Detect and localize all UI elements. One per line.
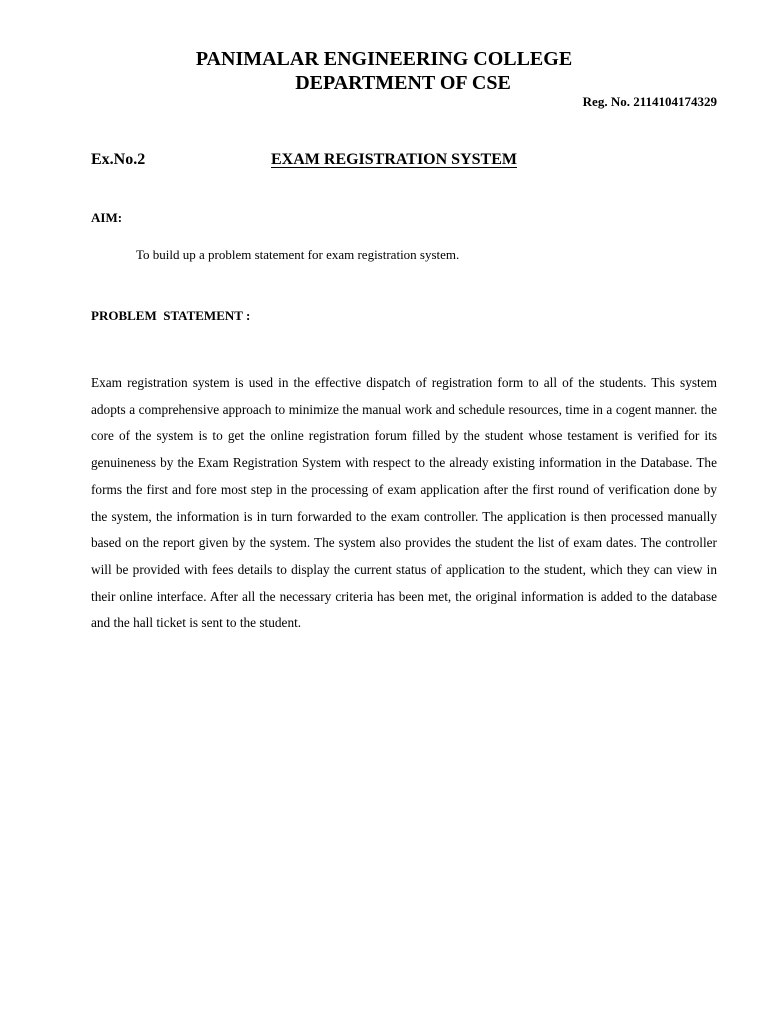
problem-statement-body: Exam registration system is used in the effective dispatch of registration form to all of the students. This system adopts a comprehensive approach to minimize the manual work and schedule resources, time in a cogent manner. the core of the system is to get the online registration forum filled by the student whose testament is verified for its genuineness by the Exam Registration System with respect to the already existing information in the Database. The forms the first and fore most step in the processing of exam application after the first round of verification done by the system, the information is in turn forwarded to the exam controller. The application is then processed manually based on the report given by the system. The system also provides the student the list of exam dates. The controller will be provided with fees details to display the current status of application to the student, which they can view in their online interface. After all the necessary criteria has been met, the original information is added to the database and the hall ticket is sent to the student. (91, 375, 717, 631)
aim-heading: AIM: (91, 210, 123, 225)
exercise-title: EXAM REGISTRATION SYSTEM (271, 151, 517, 168)
aim-text: To build up a problem statement for exam registration system. (136, 247, 460, 262)
exercise-number: Ex.No.2 (91, 151, 146, 168)
registration-number: Reg. No. 2114104174329 (582, 94, 717, 109)
problem-statement-heading: PROBLEM STATEMENT : (91, 308, 251, 323)
college-name: PANIMALAR ENGINEERING COLLEGE (195, 48, 573, 70)
department-name: DEPARTMENT OF CSE (295, 72, 511, 94)
